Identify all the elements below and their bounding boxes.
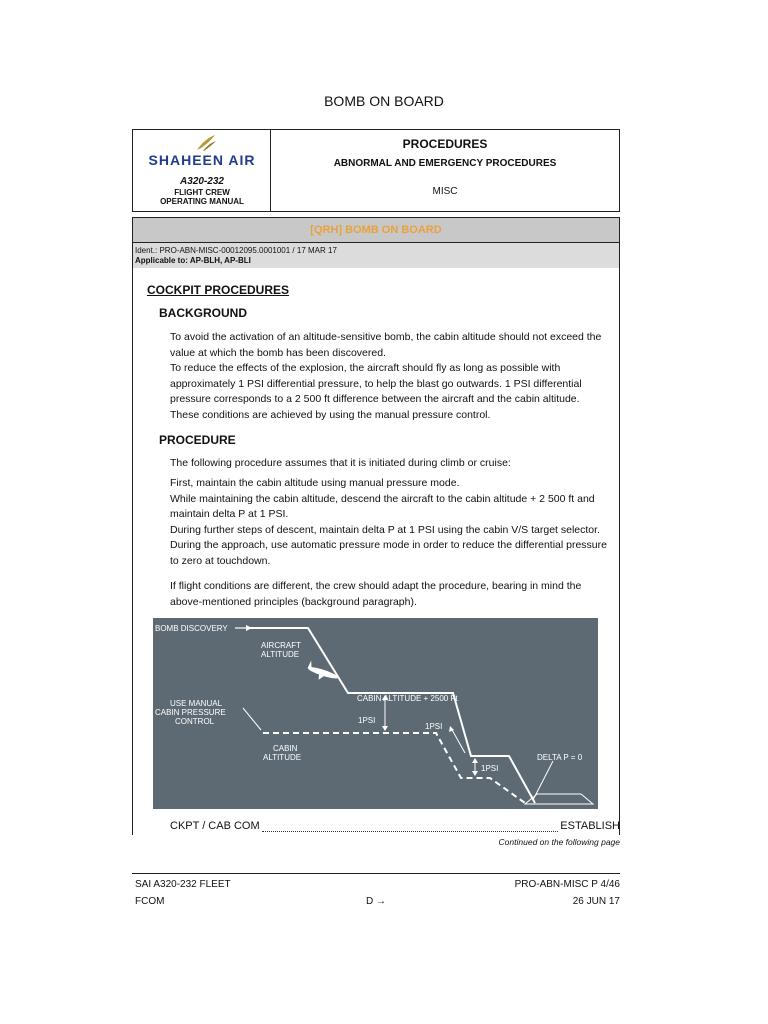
label-use-manual-2: CABIN PRESSURE: [155, 708, 226, 717]
text-line: maintain delta P at 1 PSI.: [170, 508, 289, 520]
ident-line: Ident.: PRO-ABN-MISC-00012095.0001001 / 17 MAR 17: [135, 246, 337, 255]
text-line: During further steps of descent, maintain delta P at 1 PSI using the cabin V/S target selector.: [170, 523, 600, 536]
text-line: pressure corresponds to a 2 500 ft difference between the aircraft and the cabin altitude.: [170, 393, 580, 405]
label-psi-3: 1PSI: [481, 764, 499, 773]
logo-cell: [133, 130, 271, 211]
section-title: PROCEDURES: [402, 137, 488, 151]
heading-background: BACKGROUND: [159, 306, 247, 320]
footer-fleet: SAI A320-232 FLEET: [135, 879, 231, 890]
action-value: ESTABLISH: [560, 820, 620, 832]
applicable-line: Applicable to: AP-BLH, AP-BLI: [135, 256, 251, 265]
label-cabin-altitude-1: CABIN: [273, 744, 298, 753]
text-line: To avoid the activation of an altitude-sensitive bomb, the cabin altitude should not exceed the: [170, 331, 602, 343]
descent-profile-svg: [153, 618, 598, 809]
closing-paragraph: [170, 579, 581, 610]
label-cabin-altitude-2: ALTITUDE: [263, 753, 302, 762]
text-line: During the approach, use automatic pressure mode in order to reduce the differential pressure: [170, 539, 607, 551]
procedure-paragraph: [170, 476, 607, 569]
footer-date: 26 JUN 17: [572, 896, 620, 907]
text-line: First, maintain the cabin altitude using manual pressure mode.: [170, 477, 460, 489]
text-line: approximately 1 PSI differential pressure, to help the blast go outwards. 1 PSI differential: [170, 377, 582, 390]
continued-note: Continued on the following page: [498, 837, 620, 847]
label-psi-2: 1PSI: [425, 722, 443, 731]
chapter-title: MISC: [432, 186, 458, 197]
footer-fcom: FCOM: [135, 896, 165, 907]
manual-name-line1: FLIGHT CREW: [174, 188, 230, 197]
footer-page-ref: PRO-ABN-MISC P 4/46: [514, 879, 620, 890]
label-delta-p: DELTA P = 0: [537, 753, 583, 762]
label-aircraft-altitude-2: ALTITUDE: [261, 650, 300, 659]
label-use-manual-3: CONTROL: [175, 717, 215, 726]
page-title: BOMB ON BOARD: [324, 93, 444, 109]
label-aircraft-altitude-1: AIRCRAFT: [261, 641, 301, 650]
procedure-intro: The following procedure assumes that it is initiated during climb or cruise:: [170, 457, 511, 469]
label-cabin-plus-2500: CABIN ALTITUDE + 2500 Ft: [357, 694, 458, 703]
text-line: To reduce the effects of the explosion, the aircraft should fly as long as possible with: [170, 362, 561, 374]
label-bomb-discovery: BOMB DISCOVERY: [155, 624, 228, 633]
footer-next-page: D →: [366, 896, 386, 907]
text-line: While maintaining the cabin altitude, descend the aircraft to the cabin altitude + 2 500 ft and: [170, 492, 595, 505]
manual-name-line2: OPERATING MANUAL: [160, 197, 244, 206]
wing-logo-icon: [195, 134, 217, 152]
psi-arrow-2: [451, 728, 465, 753]
heading-procedure: PROCEDURE: [159, 433, 236, 447]
text-line: value at which the bomb has been discovered.: [170, 346, 386, 359]
ident-bar: [133, 243, 619, 268]
footer-divider: [132, 873, 620, 874]
label-use-manual-1: USE MANUAL: [170, 699, 223, 708]
heading-cockpit-procedures: COCKPIT PROCEDURES: [147, 283, 290, 297]
text-line: If flight conditions are different, the crew should adapt the procedure, bearing in mind the: [170, 580, 582, 592]
text-line: above-mentioned principles (background paragraph).: [170, 595, 417, 608]
qrh-title-bar: [QRH] BOMB ON BOARD: [133, 218, 619, 243]
aircraft-model: A320-232: [180, 176, 224, 187]
background-paragraph: [170, 330, 601, 423]
use-manual-pointer: [243, 708, 261, 730]
dot-leader: [262, 825, 558, 832]
header-table: [132, 129, 620, 212]
subsection-title: ABNORMAL AND EMERGENCY PROCEDURES: [333, 158, 557, 169]
label-psi-1: 1PSI: [358, 716, 376, 725]
action-item: CKPT / CAB COM: [170, 820, 260, 832]
title-cell: [271, 130, 619, 211]
text-line: These conditions are achieved by using the manual pressure control.: [170, 408, 491, 421]
brand-name: SHAHEEN AIR: [148, 152, 256, 168]
text-line: to zero at touchdown.: [170, 554, 271, 567]
arrow-head-icon: [246, 625, 252, 631]
descent-profile-diagram: [153, 618, 598, 809]
